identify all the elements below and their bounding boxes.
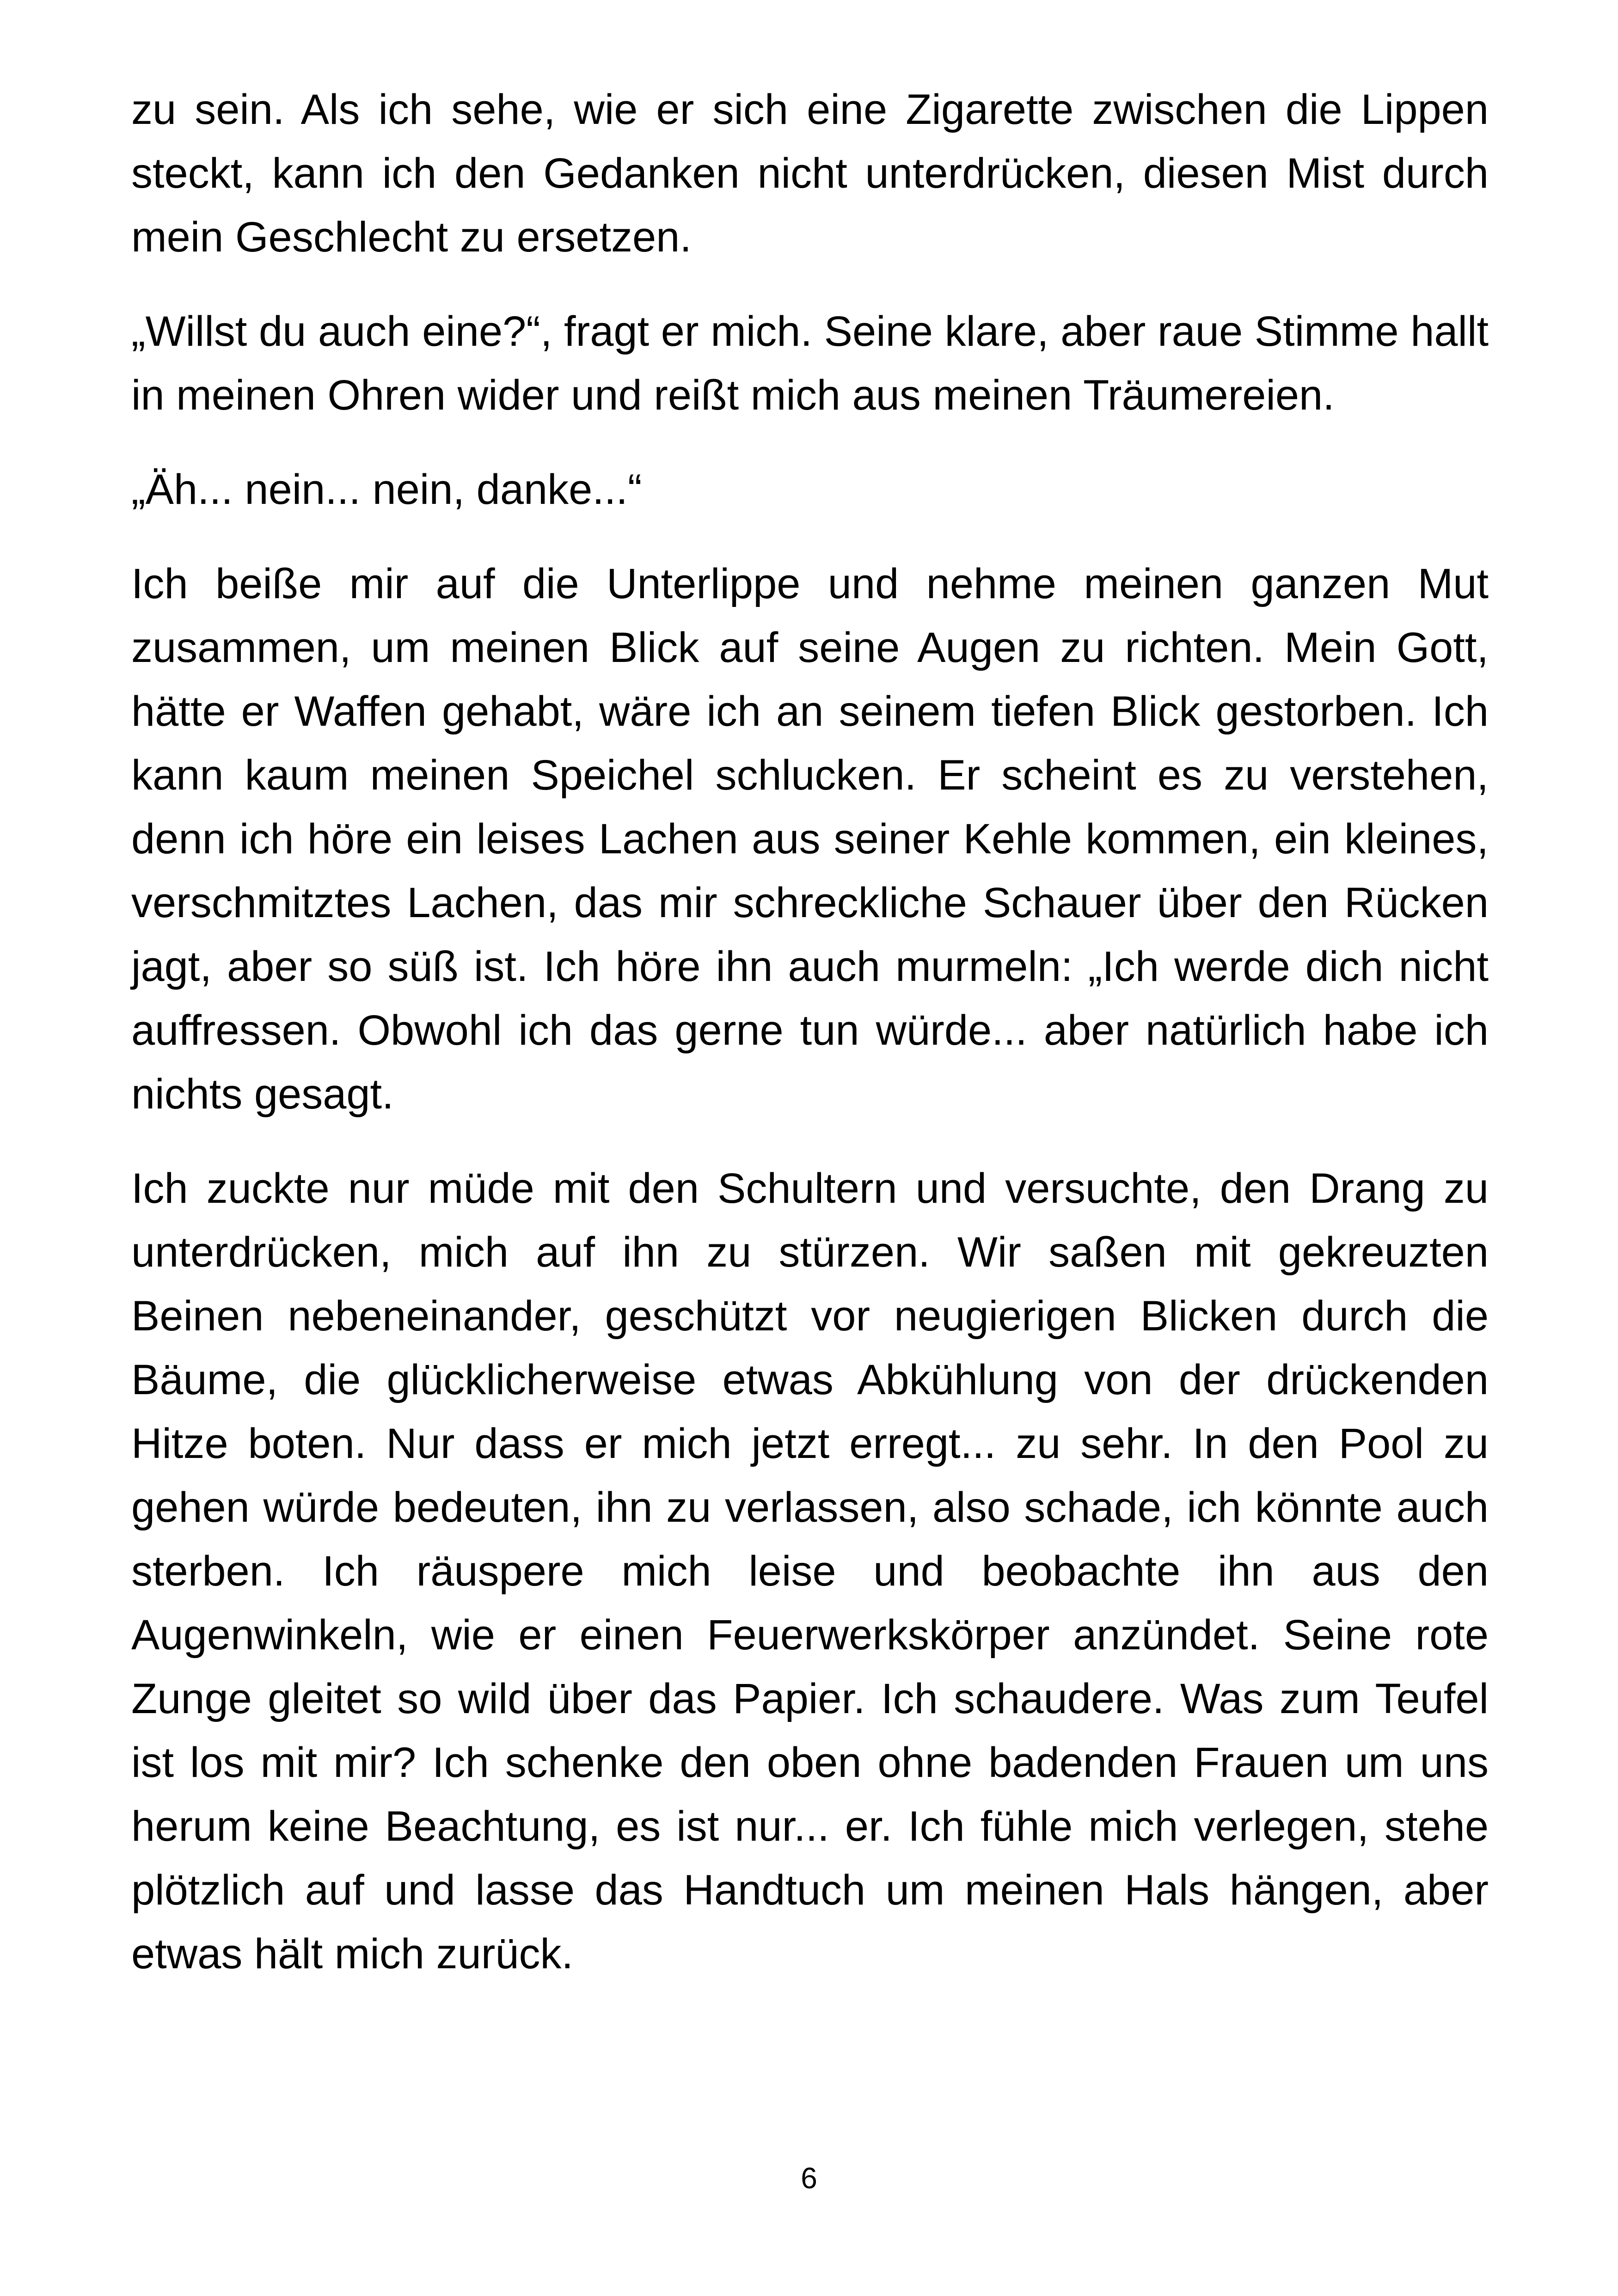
paragraph-1: zu sein. Als ich sehe, wie er sich eine Zigarette zwischen die Lippen steckt, kann ich den Gedanken nicht unterdrücken, diesen Mist durch mein Geschlecht zu ersetzen.: [131, 86, 1489, 261]
paragraph-3: „Äh... nein... nein, danke...“: [131, 466, 642, 513]
paragraph-4: Ich beiße mir auf die Unterlippe und nehme meinen ganzen Mut zusammen, um meinen Blick auf seine Augen zu richten. Mein Gott, hätte er Waffen gehabt, wäre ich an seinem tiefen Blick gestorben. Ich kann kaum meinen Speichel schlucken. Er scheint es zu verstehen, denn ich höre ein leises Lachen aus seiner Kehle kommen, ein kleines, verschmitztes Lachen, das mir schreckliche Schauer über den Rücken jagt, aber so süß ist. Ich höre ihn auch murmeln: „Ich werde dich nicht auffressen. Obwohl ich das gerne tun würde... aber natürlich habe ich nichts gesagt.: [131, 560, 1489, 1118]
page-number: 6: [801, 2161, 817, 2195]
page-body: [131, 78, 1489, 2016]
paragraph-2: „Willst du auch eine?“, fragt er mich. Seine klare, aber raue Stimme hallt in meinen Ohren wider und reißt mich aus meinen Träumereien.: [131, 308, 1489, 419]
paragraph-5: Ich zuckte nur müde mit den Schultern und versuchte, den Drang zu unterdrücken, mich auf ihn zu stürzen. Wir saßen mit gekreuzten Beinen nebeneinander, geschützt vor neugierigen Blicken durch die Bäume, die glücklicherweise etwas Abkühlung von der drückenden Hitze boten. Nur dass er mich jetzt erregt... zu sehr. In den Pool zu gehen würde bedeuten, ihn zu verlassen, also schade, ich könnte auch sterben. Ich räuspere mich leise und beobachte ihn aus den Augenwinkeln, wie er einen Feuerwerkskörper anzündet. Seine rote Zunge gleitet so wild über das Papier. Ich schaudere. Was zum Teufel ist los mit mir? Ich schenke den oben ohne badenden Frauen um uns herum keine Beachtung, es ist nur... er. Ich fühle mich verlegen, stehe plötzlich auf und lasse das Handtuch um meinen Hals hängen, aber etwas hält mich zurück.: [131, 1165, 1489, 1978]
